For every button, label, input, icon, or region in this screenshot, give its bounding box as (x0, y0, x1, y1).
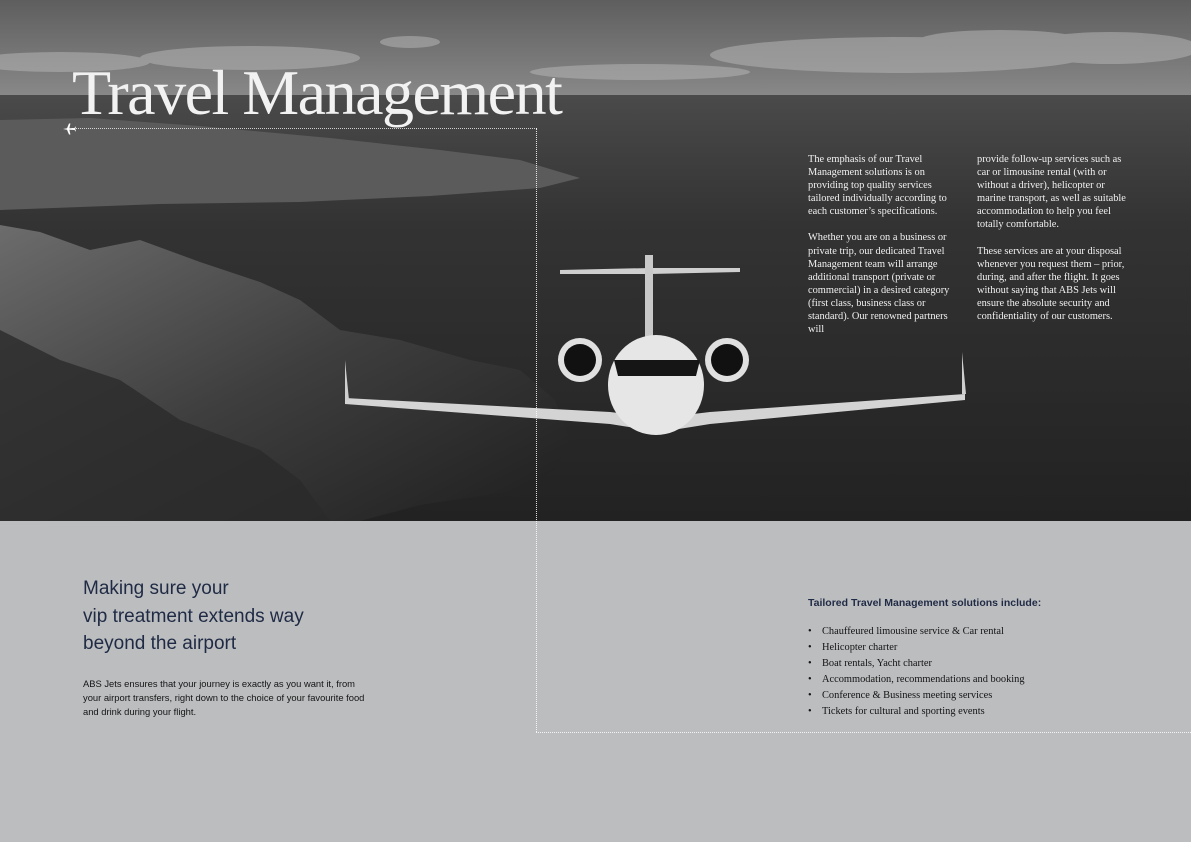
hero-paragraph: The emphasis of our Travel Management solutions is on providing top quality services tailored individually according to each customer’s specifications. (808, 154, 947, 218)
page-title: Travel Management (72, 57, 562, 128)
guide-line-vertical (536, 128, 537, 732)
tagline-line: vip treatment extends way (83, 605, 304, 627)
list-item: • Chauffeured limousine service & Car rental (808, 624, 1025, 640)
guide-line-bottom (536, 732, 1191, 733)
list-item: • Boat rentals, Yacht charter (808, 656, 1025, 672)
hero-paragraph: provide follow-up services such as car or limousine rental (with or without a driver), helicopter or marine transport, as well as suitable accommodation to help you feel totally comfortable. (977, 154, 1126, 231)
list-item: • Accommodation, recommendations and booking (808, 672, 1025, 688)
hero-text-left-column (808, 153, 958, 349)
solutions-list (808, 624, 1025, 720)
hero-paragraph: Whether you are on a business or private trip, our dedicated Travel Management team will arrange additional transport (private or commercial) in a desired category (first class, business class or standard). Our renowned partners will (808, 232, 950, 336)
tagline-line: beyond the airport (83, 633, 237, 654)
list-item: • Conference & Business meeting services (808, 688, 1025, 704)
list-item: • Helicopter charter (808, 640, 1025, 656)
intro-paragraph: ABS Jets ensures that your journey is exactly as you want it, from your airport transfers, right down to the choice of your favourite food and drink during your flight. (83, 678, 365, 717)
hero-paragraph: These services are at your disposal whenever you request them – prior, during, and after the flight. It goes without saying that ABS Jets will ensure the absolute security and confidentiality of our customers. (977, 245, 1125, 323)
tagline (83, 575, 304, 658)
tagline-line: Making sure your (83, 578, 229, 599)
hero-text-right-column (977, 153, 1132, 336)
solutions-heading: Tailored Travel Management solutions include: (808, 597, 1042, 609)
list-item: • Tickets for cultural and sporting events (808, 704, 1025, 720)
